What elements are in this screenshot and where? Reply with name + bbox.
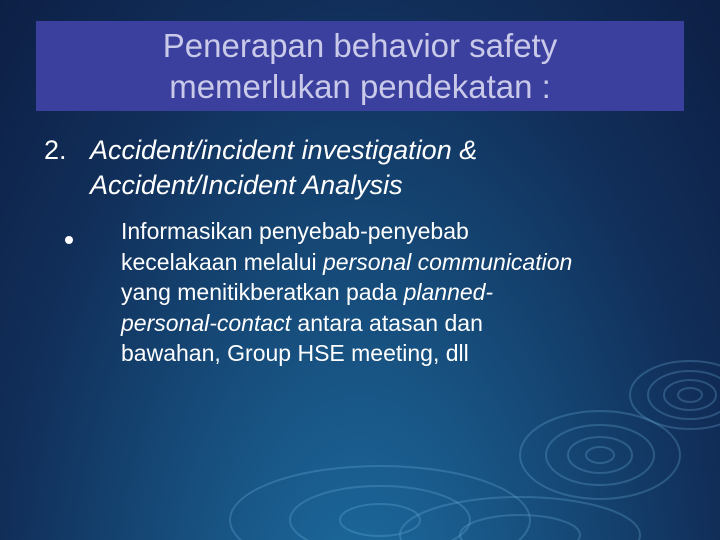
bullet-text-segment: antara atasan dan bbox=[291, 309, 483, 336]
bullet-line-4 bbox=[121, 308, 701, 339]
heading-line-1: Accident/incident investigation & bbox=[90, 135, 478, 165]
title-line-2: memerlukan pendekatan : bbox=[169, 68, 551, 105]
bullet-italic-segment: personal-contact bbox=[121, 309, 292, 336]
title-bar bbox=[36, 21, 684, 111]
bullet-text-segment: bawahan, Group HSE meeting, dll bbox=[121, 340, 469, 366]
bullet-point-icon bbox=[65, 236, 73, 244]
bullet-line-5 bbox=[121, 338, 701, 369]
bullet-paragraph bbox=[121, 216, 701, 369]
bullet-line-3 bbox=[121, 277, 701, 308]
heading-text bbox=[90, 133, 680, 203]
bullet-text-segment: Informasikan penyebab-penyebab bbox=[121, 218, 469, 244]
heading-number: 2. bbox=[44, 135, 67, 165]
title-line-1: Penerapan behavior safety bbox=[162, 27, 558, 64]
bullet-italic-segment: planned- bbox=[403, 279, 494, 305]
heading-line-2: Accident/Incident Analysis bbox=[90, 170, 403, 200]
bullet-italic-segment: personal communication bbox=[323, 248, 573, 275]
bullet-line-1 bbox=[121, 216, 701, 247]
bullet-text-segment: yang menitikberatkan pada bbox=[121, 279, 404, 305]
bullet-line-2 bbox=[121, 247, 701, 278]
bullet-text-segment: kecelakaan melalui bbox=[121, 248, 324, 275]
